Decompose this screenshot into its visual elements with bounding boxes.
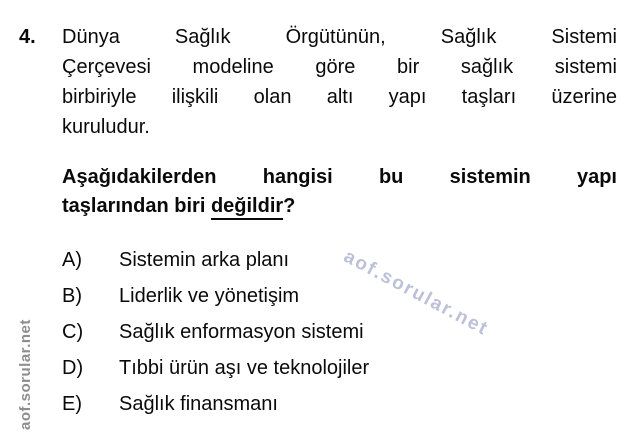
stem-line-1: Dünya Sağlık Örgütünün, Sağlık Sistemi: [62, 26, 617, 48]
option-c: [62, 314, 617, 350]
option-e: [62, 386, 617, 422]
stem-line-2: Çerçevesi modeline göre bir sağlık sistemi: [62, 56, 617, 78]
prompt-line-2: [62, 192, 617, 221]
question-prompt: [62, 163, 617, 221]
question-number: 4.: [19, 26, 36, 48]
option-c-letter: C): [62, 320, 84, 343]
option-a: [62, 242, 617, 278]
prompt-line-2-post: ?: [283, 195, 296, 217]
option-b-text: Liderlik ve yönetişim: [119, 284, 300, 307]
question-block: [19, 22, 617, 422]
prompt-line-2-pre: taşlarından biri: [62, 195, 211, 217]
option-b: [62, 278, 617, 314]
prompt-keyword-underlined: değildir: [211, 195, 283, 220]
question-body: [62, 22, 617, 422]
option-d-letter: D): [62, 356, 84, 379]
prompt-line-1: Aşağıdakilerden hangisi bu sistemin yapı: [62, 166, 617, 188]
option-e-letter: E): [62, 392, 82, 415]
option-c-text: Sağlık enformasyon sistemi: [119, 320, 364, 343]
stem-line-3: birbiriyle ilişkili olan altı yapı taşları üzerine: [62, 86, 617, 108]
option-d: [62, 350, 617, 386]
option-a-letter: A): [62, 248, 82, 271]
option-b-letter: B): [62, 284, 82, 307]
option-e-text: Sağlık finansmanı: [119, 392, 278, 415]
option-a-text: Sistemin arka planı: [119, 248, 290, 271]
watermark-vertical: aof.sorular.net: [17, 319, 34, 430]
stem-line-4: kuruludur.: [62, 116, 150, 138]
question-stem: [62, 22, 617, 142]
options-list: [62, 242, 617, 422]
watermark-diagonal: aof.sorular.net: [340, 246, 493, 341]
option-d-text: Tıbbi ürün aşı ve teknolojiler: [119, 356, 370, 379]
